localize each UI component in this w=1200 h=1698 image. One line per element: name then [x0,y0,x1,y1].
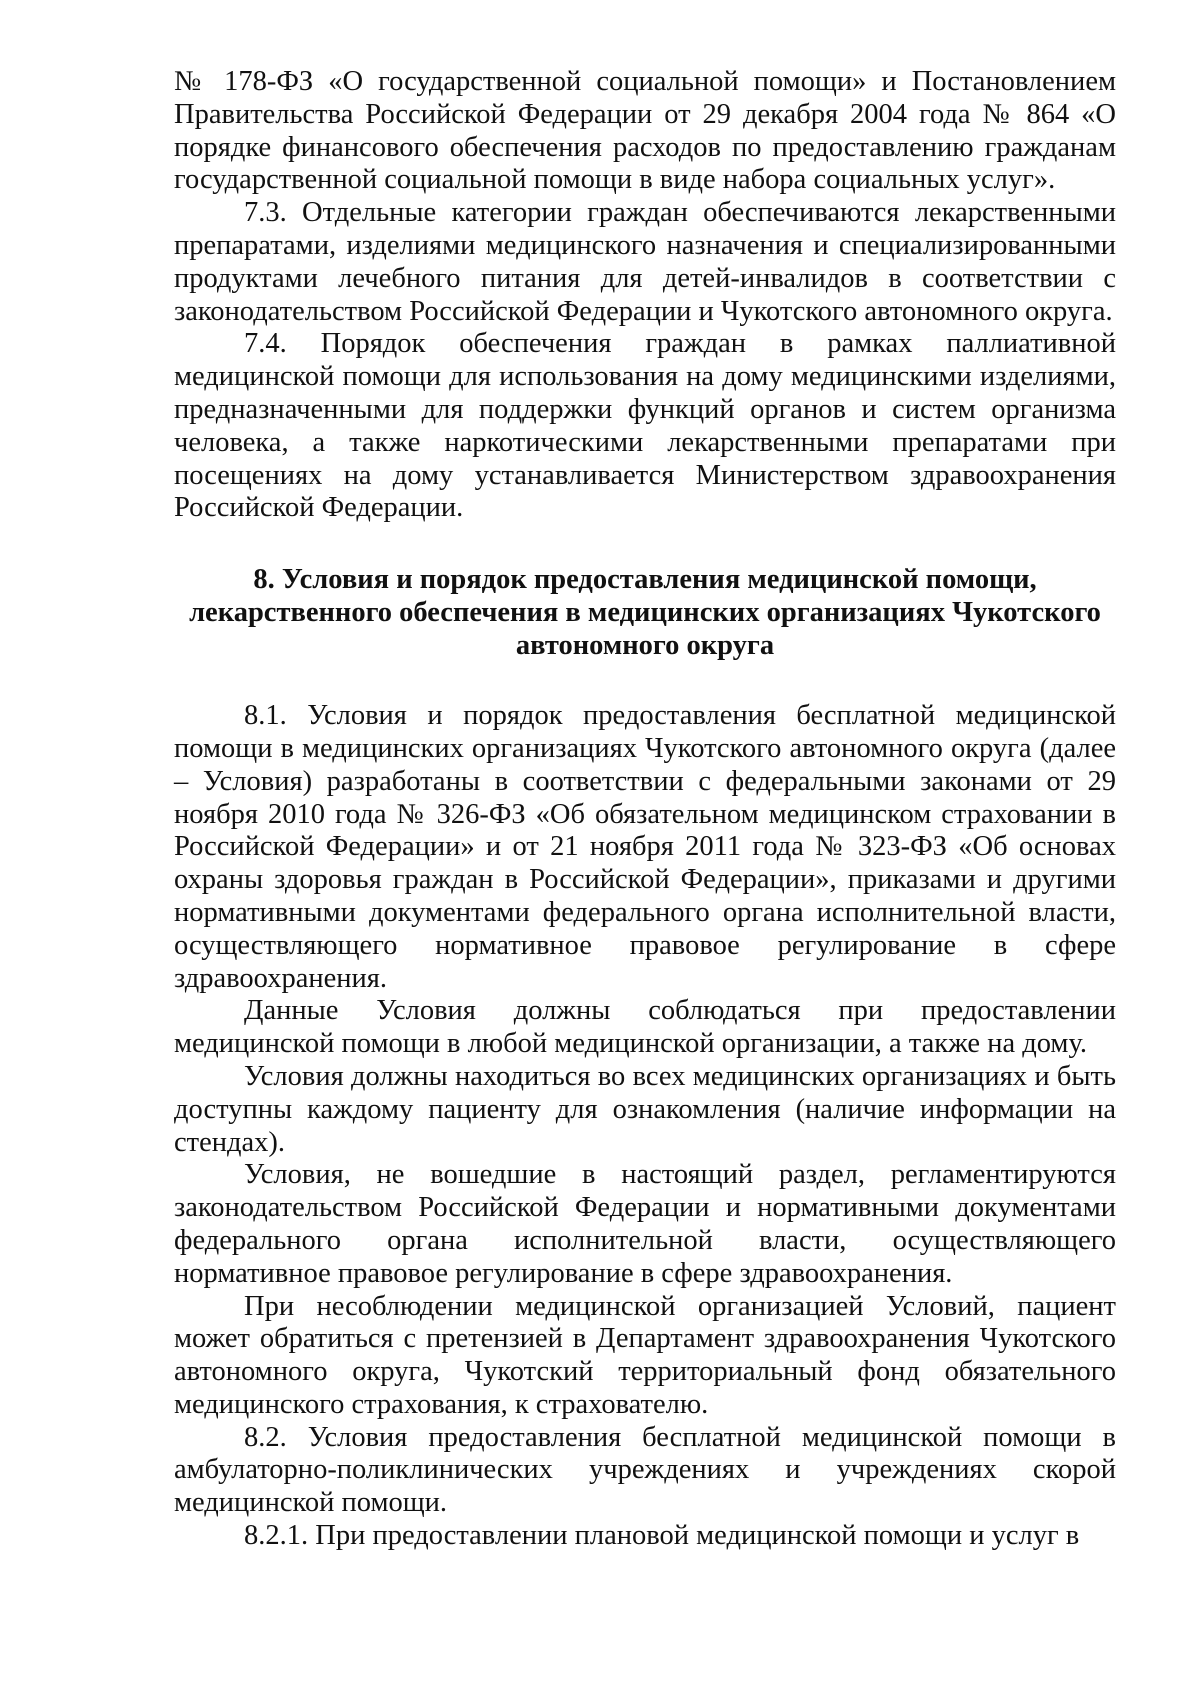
section-heading: 8. Условия и порядок предоставления медицинской помощи, лекарственного обеспечения в медицинских организациях Чукотского автономного округа [189,564,1101,662]
paragraph-data-conditions: Данные Условия должны соблюдаться при предоставлении медицинской помощи в любой медицинской организации, а также на дому. [174,995,1116,1060]
paragraph-continuation: № 178-ФЗ «О государственной социальной помощи» и Постановлением Правительства Российской Федерации от 29 декабря 2004 года № 864 «О порядке финансового обеспечения расходов по предоставлению гражданам государственной социальной помощи в виде набора социальных услуг». [174,66,1116,196]
paragraph-7-3: 7.3. Отдельные категории граждан обеспечиваются лекарственными препаратами, изделиями медицинского назначения и специализированными продуктами лечебного питания для детей-инвалидов в соответствии с законодательством Российской Федерации и Чукотского автономного округа. [174,197,1116,327]
paragraph-availability: Условия должны находиться во всех медицинских организациях и быть доступны каждому пациенту для ознакомления (наличие информации на стендах). [174,1060,1116,1158]
paragraph-not-included: Условия, не вошедшие в настоящий раздел, регламентируются законодательством Российской Федерации и нормативными документами федерального органа исполнительной власти, осуществляющего нормативное правовое регулирование в сфере здравоохранения. [174,1159,1116,1289]
paragraph-8-2-1: 8.2.1. При предоставлении плановой медицинской помощи и услуг в [244,1520,1080,1552]
paragraph-8-2: 8.2. Условия предоставления бесплатной медицинской помощи в амбулаторно-поликлинических учреждениях и учреждениях скорой медицинской помощи. [174,1421,1116,1519]
paragraph-7-4: 7.4. Порядок обеспечения граждан в рамках паллиативной медицинской помощи для использования на дому медицинскими изделиями, предназначенными для поддержки функций органов и систем организма человека, а также наркотическими лекарственными препаратами при посещениях на дому устанавливается Министерством здравоохранения Российской Федерации. [174,328,1116,524]
paragraph-non-compliance: При несоблюдении медицинской организацией Условий, пациент может обратиться с претензией в Департамент здравоохранения Чукотского автономного округа, Чукотский территориальный фонд обязательного медицинского страхования, к страхователю. [174,1290,1116,1420]
paragraph-8-1: 8.1. Условия и порядок предоставления бесплатной медицинской помощи в медицинских организациях Чукотского автономного округа (далее – Условия) разработаны в соответствии с федеральными законами от 29 ноября 2010 года № 326-ФЗ «Об обязательном медицинском страховании в Российской Федерации» и от 21 ноября 2011 года № 323-ФЗ «Об основах охраны здоровья граждан в Российской Федерации», приказами и другими нормативными документами федерального органа исполнительной власти, осуществляющего нормативное правовое регулирование в сфере здравоохранения. [174,700,1116,994]
